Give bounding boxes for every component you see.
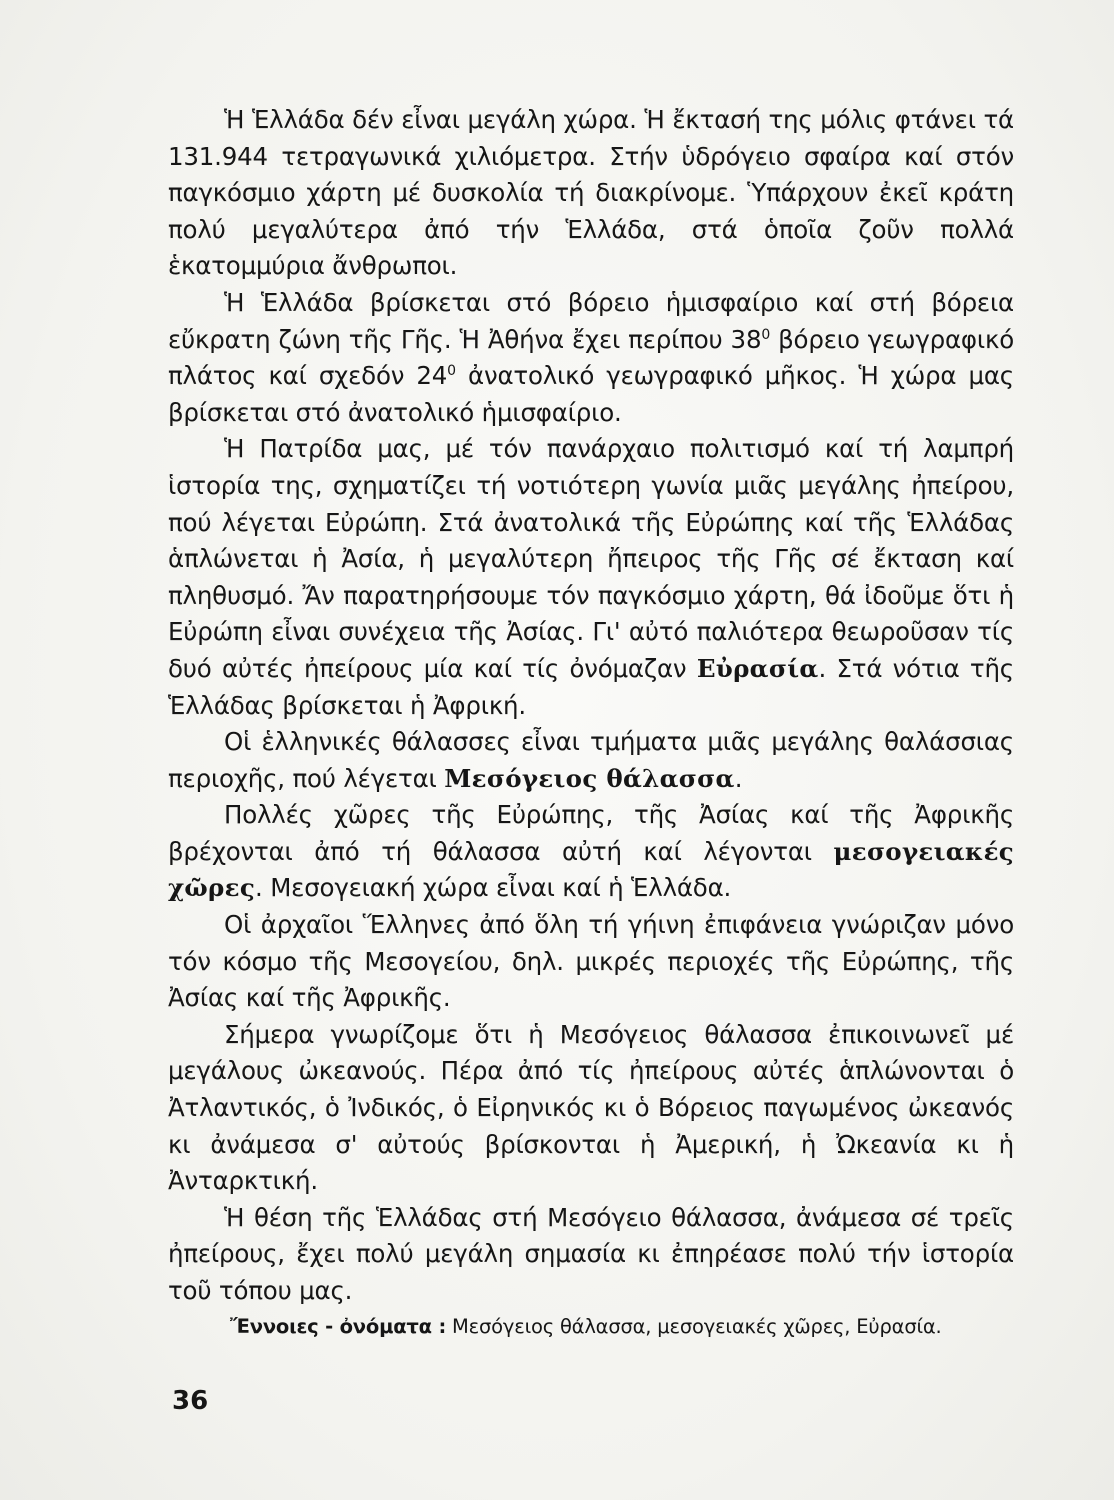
paragraph [168,724,1014,797]
paragraph-text: Ἡ Ἑλλάδα βρίσκεται στό βόρειο ἡμισφαίριο καί στή βόρεια εὔκρατη ζώνη τῆς Γῆς. Ἡ Ἀθήνα ἔχει περίπου 38 [168,287,1014,354]
paragraph-text: . Μεσογειακή χώρα εἶναι καί ἡ Ἑλλάδα. [255,873,732,903]
bold-term: μεσογειακές χῶρες [168,836,1014,903]
paragraph-text: βόρειο γεωγραφικό πλάτος καί σχεδόν 24 [168,324,1015,391]
paragraph-text: Πολλές χῶρες τῆς Εὐρώπης, τῆς Ἀσίας καί τῆς Ἀφρικῆς βρέχονται ἀπό τή θάλασσα αὐτή καί λέγονται [168,800,1014,866]
paragraph-text: Οἱ ἑλληνικές θάλασσες εἶναι τμήματα μιᾶς μεγάλης θαλάσσιας περιοχῆς, πού λέγεται [168,727,1014,793]
degree-mark: 0 [447,363,456,379]
paragraph [168,1200,1014,1310]
page-number: 36 [172,1386,209,1416]
paragraph [168,907,1014,1017]
body-text [168,102,1014,1310]
paragraph [168,1017,1014,1200]
bold-term: Εὐρασία [696,653,819,683]
paragraph-text: . [734,763,743,793]
bold-term: Μεσόγειος θάλασσα [444,763,735,793]
paragraph-text: Ἡ θέση τῆς Ἑλλάδας στή Μεσόγειο θάλασσα, ἀνάμεσα σέ τρεῖς ἠπείρους, ἔχει πολύ μεγάλη σημασία κι ἐπηρέασε πολύ τήν ἱστορία τοῦ τόπου μας. [168,1202,1014,1305]
paragraph [168,797,1014,907]
paragraph [168,431,1014,724]
paragraph [168,102,1014,285]
concepts-label: Ἔννοιες - ὀνόματα : [230,1315,447,1338]
paragraph-text: Ἡ Πατρίδα μας, μέ τόν πανάρχαιο πολιτισμό καί τή λαμπρή ἱστορία της, σχηματίζει τή νοτιότερη γωνία μιᾶς μεγάλης ἠπείρου, πού λέγεται Εὐρώπη. Στά ἀνατολικά τῆς Εὐρώπης καί τῆς Ἑλλάδας ἁπλώνεται ἡ Ἀσία, ἡ μεγαλύτερη ἤπειρος τῆς Γῆς σέ ἔκταση καί πληθυσμό. Ἄν παρατηρήσουμε τόν παγκόσμιο χάρτη, θά ἰδοῦμε ὅτι ἡ Εὐρώπη εἶναι συνέχεια τῆς Ἀσίας. Γι' αὐτό παλιότερα θεωροῦσαν τίς δυό αὐτές ἠπείρους μία καί τίς ὀνόμαζαν [168,434,1014,683]
concepts-line [230,1315,942,1338]
concepts-items: Μεσόγειος θάλασσα, μεσογειακές χῶρες, Εὐρασία. [452,1315,942,1338]
paragraph-text: Σήμερα γνωρίζομε ὅτι ἡ Μεσόγειος θάλασσα ἐπικοινωνεῖ μέ μεγάλους ὠκεανούς. Πέρα ἀπό τίς ἠπείρους αὐτές ἁπλώνονται ὁ Ἀτλαντικός, ὁ Ἰνδικός, ὁ Εἰρηνικός κι ὁ Βόρειος παγωμένος ὠκεανός κι ἀνάμεσα σ' αὐτούς βρίσκονται ἡ Ἀμερική, ἡ Ὠκεανία κι ἡ Ἀνταρκτική. [168,1019,1014,1196]
paragraph-text: ἀνατολικό γεωγραφικό μῆκος. Ἡ χώρα μας βρίσκεται στό ἀνατολικό ἡμισφαίριο. [168,361,1014,427]
degree-mark: 0 [761,326,771,343]
paragraph-text: Οἱ ἀρχαῖοι Ἕλληνες ἀπό ὅλη τή γήινη ἐπιφάνεια γνώριζαν μόνο τόν κόσμο τῆς Μεσογείου, δηλ. μικρές περιοχές τῆς Εὐρώπης, τῆς Ἀσίας καί τῆς Ἀφρικῆς. [168,910,1014,1013]
paragraph-text: Ἡ Ἑλλάδα δέν εἶναι μεγάλη χώρα. Ἡ ἔκτασή της μόλις φτάνει τά 131.944 τετραγωνικά χιλιόμετρα. Στήν ὑδρόγειο σφαίρα καί στόν παγκόσμιο χάρτη μέ δυσκολία τή διακρίνομε. Ὑπάρχουν ἐκεῖ κράτη πολύ μεγαλύτερα ἀπό τήν Ἑλλάδα, στά ὁποῖα ζοῦν πολλά ἑκατομμύρια ἄνθρωποι. [168,105,1014,281]
paragraph [168,285,1014,431]
paragraph-text: . Στά νότια τῆς Ἑλλάδας βρίσκεται ἡ Ἀφρική. [168,653,1014,720]
